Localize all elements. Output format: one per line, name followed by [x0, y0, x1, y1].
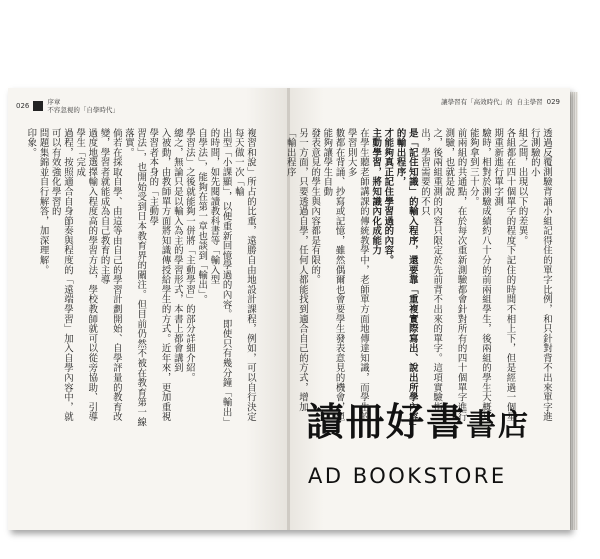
text-column: 發表意見的學生與內容都是有限的。 [309, 128, 321, 285]
text-column: 自學法」，能夠在第一章也談到「輸出」。 [196, 128, 208, 305]
left-text-columns-a [24, 128, 256, 428]
text-column: 總之，無論只是以輸入為主的學習形式，本書上都會講到 [171, 128, 183, 373]
text-column: 之，後兩組重測的內容只限定於先前背不出來的單字。這項實驗指出，學習需要的不只 [418, 128, 443, 412]
text-column: 習法」，也開始受到日本教育界的關注。但目前仍然不被在教育第一線落實。 [122, 128, 147, 427]
watermark-wordmark: AD BOOKSTORE [308, 464, 507, 488]
text-column: 組之間，出現以下的差異。 [516, 128, 528, 246]
text-column: 問題集錦並自行解答，加深理解。 [37, 128, 49, 275]
left-page-number: 026 [16, 102, 30, 110]
text-column: 倘若在採取自學、由這等由自己的學習計劃開始、自學評量的教育改變，學習者就能成為自己教育的主導 [98, 128, 122, 422]
right-page-number: 029 [546, 98, 560, 106]
text-column: 出型「小課顯」，以便重新回憶學過的內容。即使只有幾分鐘「輸出」的時間，如先閱讀教科書等「輸入型 [208, 128, 232, 427]
left-running-header [16, 98, 119, 114]
text-column: 各組都在四十個單字的程度下記住的時間不相上下，但是經過一個星期重新進行單字測 [492, 128, 516, 422]
text-column: 學習法」之後就能夠一併將「主動學習」的部分詳細介紹。 [183, 128, 195, 383]
chapter-label: 序章 [47, 98, 61, 106]
chapter-title: 不容忽視的「自學時代」 [47, 106, 119, 114]
bookstore-watermark-logo [306, 400, 586, 520]
text-column: 透過反覆測驗背誦小組記得住的單字比例，和只針對背不出來單字進行測驗的小 [528, 128, 552, 422]
text-column: 過度地選擇輸入程度高的學習方法，學校教師就可以從旁協助、引導學生「完成 [74, 128, 98, 422]
left-page [8, 88, 288, 530]
watermark-glyphs: 讀冊好書書店 [306, 400, 531, 444]
text-column: 複習和說」所占的比重，遠勝自由地設計課程，例如，可以自行決定每天做一次「輸 [232, 128, 256, 422]
text-column: 入被動，由教師單方面將知識傳授給學生的方式。近年來，更加重視學習者本身的「主動學 [147, 128, 171, 422]
running-title: 讓學習有「高效時代」的 [441, 98, 513, 106]
text-column: 在學生聽老師講課的傳統教學中，老師單方面地傳達知識，而學生的學習則大多 [345, 128, 369, 422]
text-column: 驗時，相對於測驗成績約八十分的前兩組學生，後兩組的學生大概只能夠拿到三十分。 [467, 128, 491, 422]
right-running-header [441, 98, 560, 106]
text-column: 前兩組的共通點，在於每次重新測驗都會針對所有的四十個單字進行測驗，也就是說 [443, 128, 467, 422]
text-column: 過程，按照適合自身節奏與程度的「遠端學習」加入自學內容中，就可以有效強化學習的 [49, 128, 73, 422]
chapter-marker-icon [33, 101, 43, 111]
text-column-emphasis: 是「記住知識」的輸入程序，還要靠「重複實際寫出、說出所學內容」的輸出程序， [394, 128, 418, 427]
right-text-columns [284, 128, 552, 428]
running-title-emphasis: 自主學習 [516, 98, 543, 106]
text-column: 印象。 [25, 128, 37, 158]
text-column-emphasis: 才能夠真正記住學習過的內容。 [382, 128, 394, 266]
section-heading: 主動學習，將知識內化成能力 [370, 128, 382, 256]
text-column: 數都在背誦、抄寫或記憶，雖然偶爾也會要學生發表意見的機會，但能夠讓學生自動 [321, 128, 345, 422]
text-column: 另一方面，只要透過自學，任何人都能找到適合自己的方式，增加「輸出程序 [284, 128, 308, 412]
